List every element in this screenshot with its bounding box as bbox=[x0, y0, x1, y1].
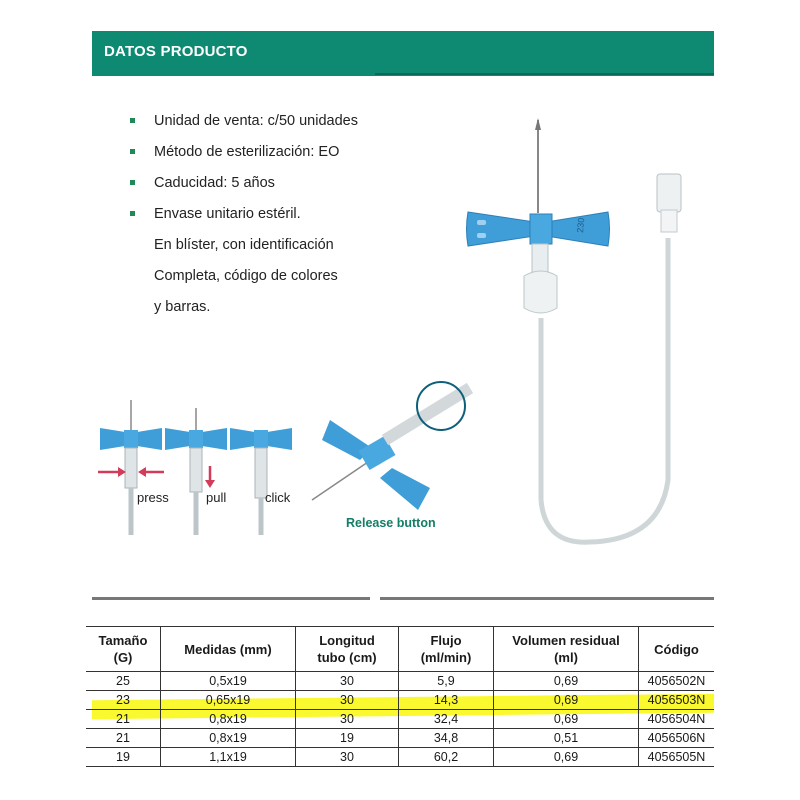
section-title: DATOS PRODUCTO bbox=[104, 43, 248, 60]
table-header-row bbox=[86, 627, 714, 672]
header-measures: Medidas (mm) bbox=[161, 627, 296, 672]
table-row: 19 1,1x19 30 60,2 0,69 4056505N bbox=[86, 748, 714, 767]
header-tube-length: Longitud tubo (cm) bbox=[296, 627, 399, 672]
table-row: 21 0,8x19 30 32,4 0,69 4056504N bbox=[86, 710, 714, 729]
table-row-highlighted: 23 0,65x19 30 14,3 0,69 4056503N bbox=[86, 691, 714, 710]
wing-mark: 230 bbox=[575, 217, 587, 234]
header-residual-volume: Volumen residual (ml) bbox=[494, 627, 639, 672]
step-label-pull: pull bbox=[206, 490, 227, 505]
angled-device-icon bbox=[312, 382, 470, 510]
step-label-press: press bbox=[137, 490, 169, 505]
section-divider bbox=[92, 597, 370, 600]
feature-item: Envase unitario estéril. En blíster, con identificación Completa, código de colores y barras. bbox=[128, 199, 408, 323]
header-code: Código bbox=[639, 627, 715, 672]
butterfly-needle-icon bbox=[467, 118, 682, 542]
release-button-label: Release button bbox=[346, 516, 436, 530]
step-figure-click bbox=[230, 428, 292, 535]
feature-item: Caducidad: 5 años bbox=[128, 168, 408, 199]
table-row: 21 0,8x19 19 34,8 0,51 4056506N bbox=[86, 729, 714, 748]
step-label-click: click bbox=[265, 490, 291, 505]
feature-continuation: Completa, código de colores bbox=[154, 268, 338, 284]
feature-continuation: y barras. bbox=[154, 299, 211, 315]
header-size: Tamaño (G) bbox=[86, 627, 161, 672]
step-figure-pull bbox=[165, 408, 227, 535]
feature-item: Unidad de venta: c/50 unidades bbox=[128, 106, 408, 137]
feature-continuation: En blíster, con identificación bbox=[154, 237, 334, 253]
header-flow: Flujo (ml/min) bbox=[399, 627, 494, 672]
table-row: 25 0,5x19 30 5,9 0,69 4056502N bbox=[86, 672, 714, 691]
feature-item: Método de esterilización: EO bbox=[128, 137, 408, 168]
section-divider bbox=[380, 597, 714, 600]
product-table bbox=[86, 626, 714, 767]
step-figure-press bbox=[98, 400, 164, 535]
